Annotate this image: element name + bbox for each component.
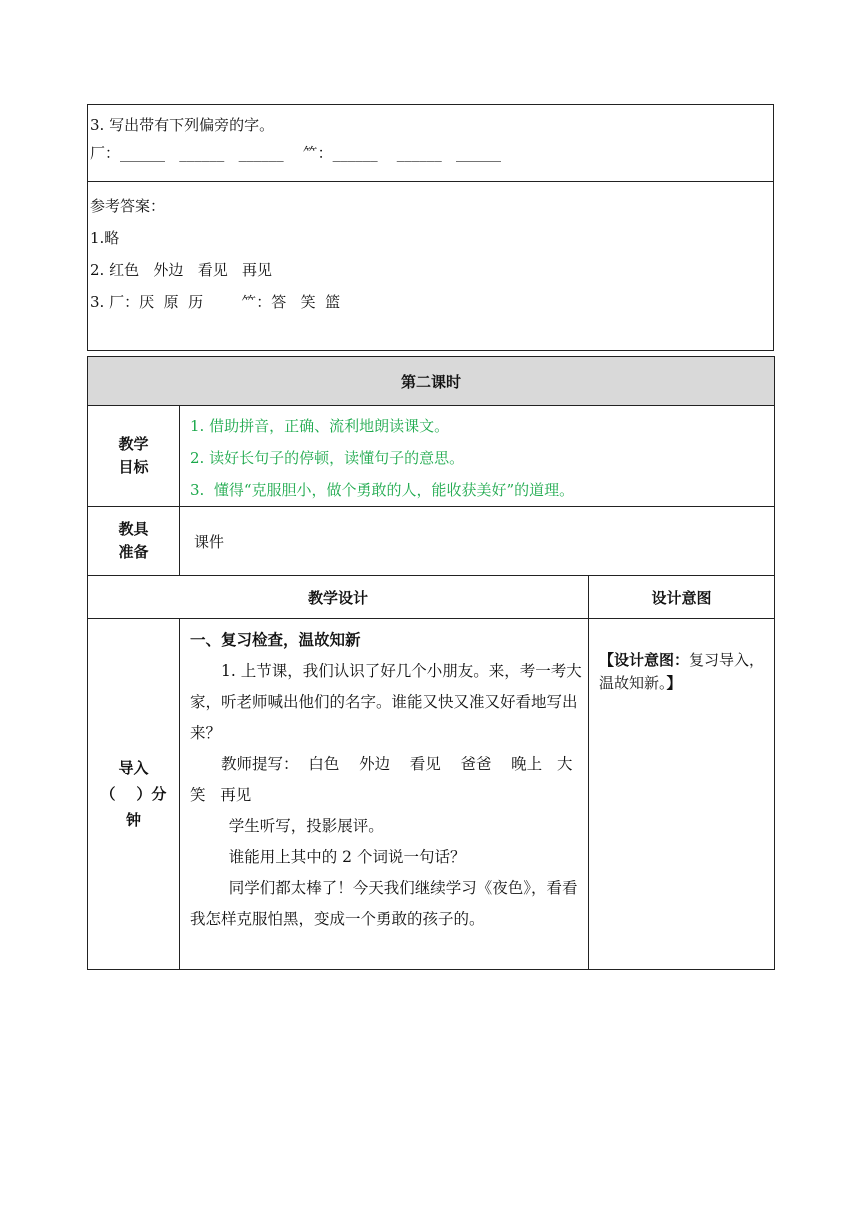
intent-header: 设计意图 (589, 576, 775, 619)
materials-label (88, 507, 180, 576)
answer-item: 2. 红色 外边 看见 再见 (90, 261, 272, 279)
paragraph: 谁能用上其中的 2 个词说一句话？ (228, 848, 466, 866)
label-line: 教具 (118, 520, 149, 538)
lesson-header: 第二课时 (88, 357, 775, 406)
label-line: 准备 (118, 543, 149, 561)
question-title: 3. 写出带有下列偏旁的字。 (90, 116, 275, 134)
label-line: 教学 (118, 435, 149, 453)
objectives-cell (180, 406, 775, 507)
label-line: 钟 (125, 811, 141, 829)
materials-cell: 课件 (180, 507, 775, 576)
label-line: 导入 (118, 759, 149, 777)
answers-cell (88, 182, 774, 351)
paragraph: 教师提写： 白色 外边 看见 爸爸 晚上 大笑 再见 (190, 755, 573, 804)
objective-item: 2. 读好长句子的停顿，读懂句子的意思。 (190, 449, 465, 467)
paragraph: 学生听写，投影展评。 (228, 817, 384, 835)
label-line: （ ）分 (100, 785, 167, 803)
intent-content (589, 619, 775, 970)
section-title: 一、复习检查，温故知新 (190, 631, 361, 649)
intent-text: 复习导入，温故知新。 (599, 651, 765, 692)
exercise-question-cell (88, 105, 774, 182)
answers-title: 参考答案： (90, 197, 166, 215)
objectives-label (88, 406, 180, 507)
lesson-plan-table (87, 356, 775, 970)
paragraph: 1. 上节课，我们认识了好几个小朋友。来，考一考大家，听老师喊出他们的名字。谁能又快又准又好看地写出来？ (190, 662, 582, 742)
answer-item: 1.略 (90, 229, 120, 247)
intent-close: 】 (666, 674, 682, 692)
paragraph: 同学们都太棒了！今天我们继续学习《夜色》，看看我怎样克服怕黑，变成一个勇敢的孩子的。 (190, 879, 578, 928)
question-blanks: 厂：______ ______ ______ ⺮：______ ______ ______ (90, 144, 502, 162)
objective-item: 3. 懂得“克服胆小，做个勇敢的人，能收获美好”的道理。 (190, 481, 575, 499)
answer-item: 3. 厂：厌 原 历 ⺮：答 笑 篮 (90, 293, 341, 311)
design-header: 教学设计 (88, 576, 589, 619)
exercise-table (87, 104, 774, 351)
label-line: 目标 (118, 458, 149, 476)
section-label (88, 619, 180, 970)
design-content (180, 619, 589, 970)
objective-item: 1. 借助拼音，正确、流利地朗读课文。 (190, 417, 450, 435)
intent-open: 【设计意图： (599, 651, 690, 669)
